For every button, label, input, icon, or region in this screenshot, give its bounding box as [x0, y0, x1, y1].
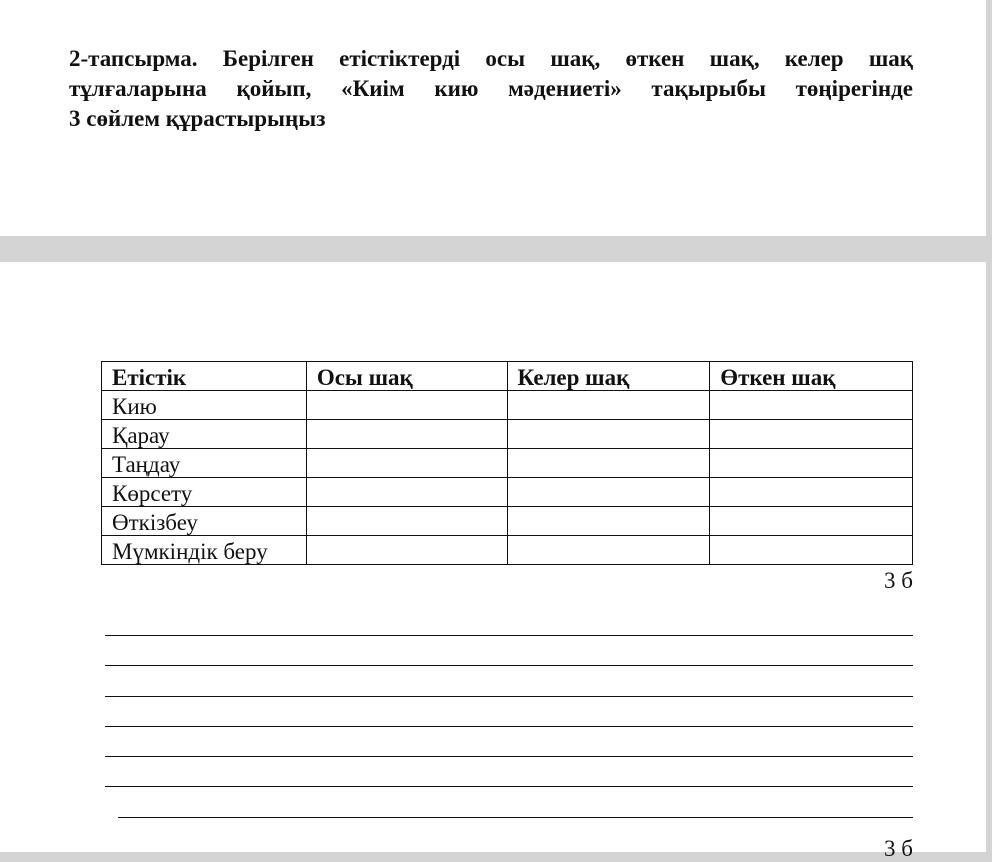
header-verb: Етістік [102, 362, 307, 391]
verb-cell: Таңдау [102, 449, 307, 478]
task-instruction [69, 44, 913, 134]
future-cell[interactable] [507, 478, 710, 507]
task-line-1: 2-тапсырма. Берілген етістіктерді осы шақ, өткен шақ, келер шақ [69, 46, 913, 71]
verb-cell: Кию [102, 391, 307, 420]
future-cell[interactable] [507, 507, 710, 536]
past-cell[interactable] [710, 449, 913, 478]
verb-tense-table [101, 361, 913, 565]
answer-line[interactable] [118, 817, 913, 818]
task-line-2: тұлғаларына қойып, «Киім кию мәдениеті» тақырыбы төңірегінде [69, 76, 913, 101]
table-row [102, 536, 913, 565]
answer-line[interactable] [105, 665, 913, 666]
score-label-bottom: 3 б [884, 836, 913, 861]
verb-cell: Қарау [102, 420, 307, 449]
past-cell[interactable] [710, 478, 913, 507]
table-row [102, 420, 913, 449]
answer-line[interactable] [105, 696, 913, 697]
present-cell[interactable] [306, 391, 507, 420]
score-label: 3 б [884, 568, 913, 593]
future-cell[interactable] [507, 449, 710, 478]
present-cell[interactable] [306, 449, 507, 478]
future-cell[interactable] [507, 536, 710, 565]
answer-line[interactable] [105, 786, 913, 787]
present-cell[interactable] [306, 420, 507, 449]
header-past: Өткен шақ [710, 362, 913, 391]
past-cell[interactable] [710, 536, 913, 565]
page-2 [0, 262, 986, 861]
answer-line[interactable] [105, 726, 913, 727]
future-cell[interactable] [507, 420, 710, 449]
page-1 [0, 0, 986, 236]
header-future: Келер шақ [507, 362, 710, 391]
table-row [102, 391, 913, 420]
present-cell[interactable] [306, 478, 507, 507]
future-cell[interactable] [507, 391, 710, 420]
task-line-3: 3 сөйлем құрастырыңыз [69, 106, 326, 131]
table-row [102, 449, 913, 478]
present-cell[interactable] [306, 536, 507, 565]
table-header-row [102, 362, 913, 391]
verb-cell: Өткізбеу [102, 507, 307, 536]
answer-line[interactable] [105, 635, 913, 636]
verb-cell: Мүмкіндік беру [102, 536, 307, 565]
present-cell[interactable] [306, 507, 507, 536]
past-cell[interactable] [710, 420, 913, 449]
verb-cell: Көрсету [102, 478, 307, 507]
past-cell[interactable] [710, 391, 913, 420]
header-present: Осы шақ [306, 362, 507, 391]
answer-line[interactable] [105, 756, 913, 757]
table-row [102, 507, 913, 536]
past-cell[interactable] [710, 507, 913, 536]
table-row [102, 478, 913, 507]
